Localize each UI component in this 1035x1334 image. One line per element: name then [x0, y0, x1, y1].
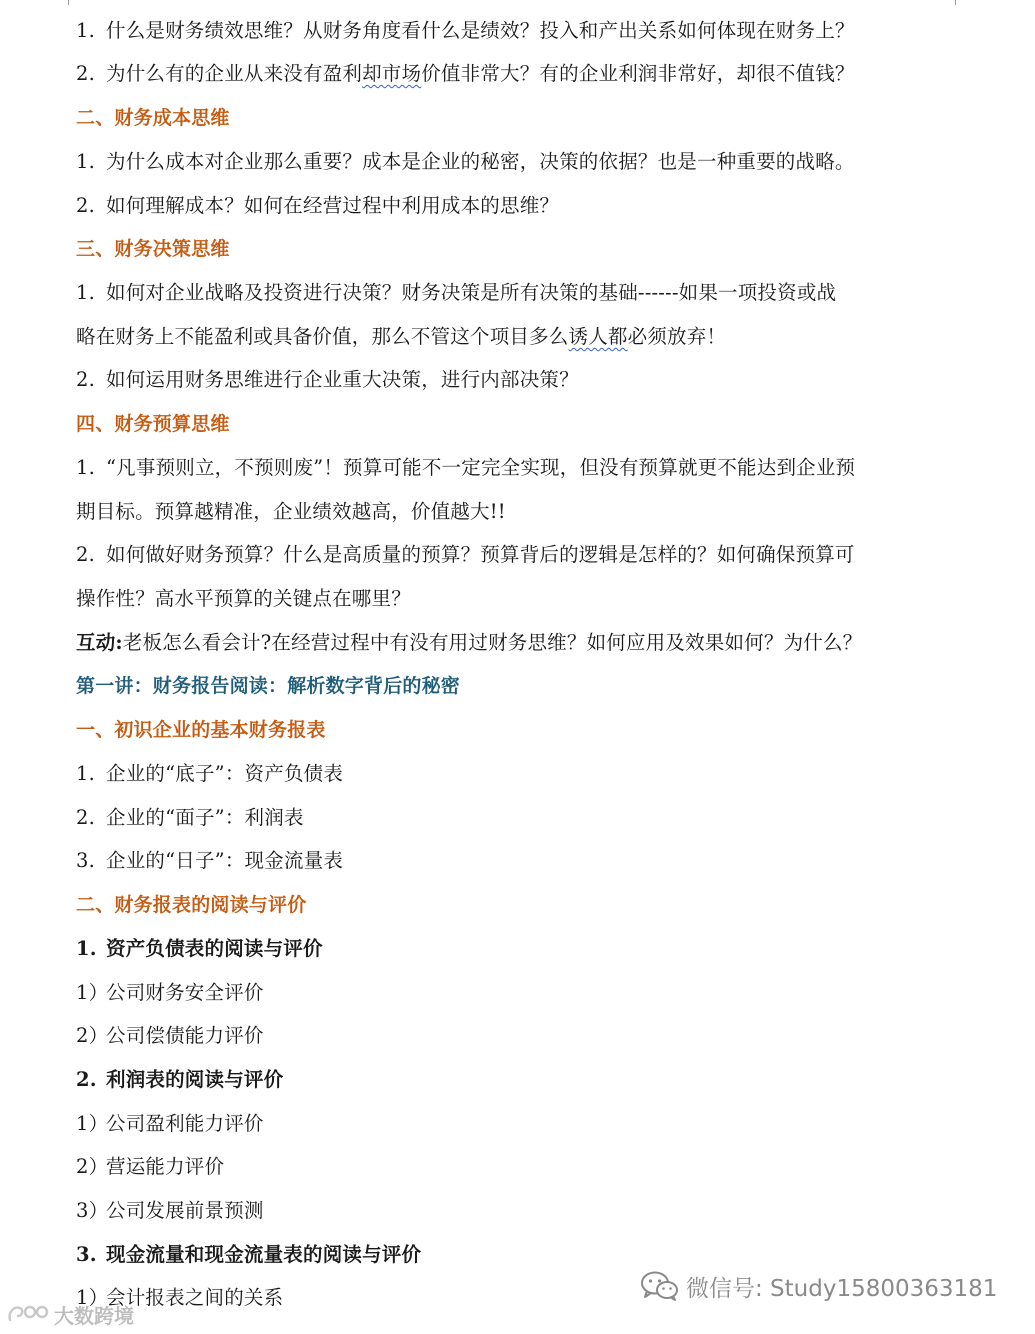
item-text: 如何理解成本？如何在经营过程中利用成本的思维？	[106, 194, 560, 217]
item-number: 3.	[76, 1243, 97, 1266]
item-number: 3）	[76, 1199, 109, 1222]
item-text: 会计报表之间的关系	[106, 1286, 284, 1309]
list-item	[76, 62, 956, 86]
item-number: 1）	[76, 1286, 109, 1309]
item-number: 1.	[76, 19, 96, 42]
item-text: “凡事预则立，不预则废”！预算可能不一定完全实现，但没有预算就更不能达到企业预	[106, 456, 856, 479]
list-item-continuation	[76, 500, 956, 524]
brand-text: 大数跨境	[54, 1303, 134, 1328]
item-number: 2.	[76, 194, 96, 217]
item-text: 企业的“底子”：资产负债表	[106, 762, 344, 785]
list-item-continuation	[76, 587, 956, 611]
item-number: 2）	[76, 1024, 109, 1047]
subsection-text: 利润表的阅读与评价	[106, 1068, 284, 1091]
item-number: 2.	[76, 543, 96, 566]
item-number: 2.	[76, 806, 96, 829]
item-number: 1）	[76, 1112, 109, 1135]
wechat-id-text: 微信号: Study15800363181	[686, 1275, 998, 1302]
item-text: 公司盈利能力评价	[106, 1112, 264, 1135]
brand-watermark	[6, 1300, 134, 1328]
item-text: 略在财务上不能盈利或具备价值，那么不管这个项目多么	[76, 325, 569, 348]
list-item	[76, 762, 956, 786]
list-item	[76, 456, 956, 480]
list-item-continuation	[76, 325, 956, 349]
item-text: 如何运用财务思维进行企业重大决策，进行内部决策？	[106, 368, 579, 391]
interaction-prompt	[76, 631, 956, 655]
item-text: 营运能力评价	[106, 1155, 225, 1178]
wechat-icon	[640, 1270, 680, 1302]
item-number: 1.	[76, 456, 96, 479]
list-item	[76, 368, 956, 392]
item-text: 企业的“面子”：利润表	[106, 806, 304, 829]
list-item	[76, 194, 956, 218]
list-item	[76, 1024, 956, 1048]
list-item	[76, 1199, 956, 1223]
item-text: 如何做好财务预算？什么是高质量的预算？预算背后的逻辑是怎样的？如何确保预算可	[106, 543, 855, 566]
list-item	[76, 19, 956, 43]
item-number: 1.	[76, 150, 96, 173]
item-text: 公司财务安全评价	[106, 981, 264, 1004]
item-number: 1）	[76, 981, 109, 1004]
subsection-text: 现金流量和现金流量表的阅读与评价	[106, 1243, 422, 1266]
list-item	[76, 281, 956, 305]
subsection-heading	[76, 1243, 956, 1267]
item-text: 价值非常大？有的企业利润非常好，却很不值钱？	[421, 62, 855, 85]
item-number: 2.	[76, 368, 96, 391]
section-heading: 四、财务预算思维	[76, 413, 230, 435]
item-text: 公司偿债能力评价	[106, 1024, 264, 1047]
spellcheck-underlined-text: 却市场	[362, 62, 422, 85]
item-text: 为什么有的企业从来没有盈利	[106, 62, 363, 85]
item-number: 2）	[76, 1155, 109, 1178]
item-text: 公司发展前景预测	[106, 1199, 264, 1222]
item-number: 1.	[76, 937, 97, 960]
item-text: 企业的“日子”：现金流量表	[106, 849, 344, 872]
section-heading: 三、财务决策思维	[76, 238, 230, 260]
brand-logo-icon	[6, 1302, 50, 1326]
interaction-label: 互动:	[76, 631, 123, 654]
interaction-text: 老板怎么看会计?在经营过程中有没有用过财务思维？如何应用及效果如何？为什么？	[122, 631, 863, 654]
item-text: 操作性？高水平预算的关键点在哪里？	[76, 587, 411, 610]
item-text: 如何对企业战略及投资进行决策？财务决策是所有决策的基础------如果一项投资或战	[106, 281, 837, 304]
section-heading: 二、财务成本思维	[76, 107, 230, 129]
list-item	[76, 1112, 956, 1136]
subsection-heading	[76, 1068, 956, 1092]
list-item	[76, 1155, 956, 1179]
subsection-heading	[76, 937, 956, 961]
section-heading: 二、财务报表的阅读与评价	[76, 894, 307, 916]
item-number: 1.	[76, 281, 96, 304]
list-item	[76, 849, 956, 873]
spellcheck-underlined-text: 诱人都	[568, 325, 628, 348]
item-text: 什么是财务绩效思维？从财务角度看什么是绩效？投入和产出关系如何体现在财务上？	[106, 19, 855, 42]
list-item	[76, 543, 956, 567]
item-text: 必须放弃！	[627, 325, 727, 348]
crop-mark-left	[46, 0, 69, 5]
list-item	[76, 150, 956, 174]
item-text: 期目标。预算越精准，企业绩效越高，价值越大!!	[76, 500, 506, 523]
item-number: 2.	[76, 62, 96, 85]
lecture-title: 第一讲：财务报告阅读：解析数字背后的秘密	[76, 675, 461, 697]
crop-mark-right	[955, 0, 978, 5]
item-number: 3.	[76, 849, 96, 872]
section-heading: 一、初识企业的基本财务报表	[76, 719, 326, 741]
list-item	[76, 806, 956, 830]
wechat-watermark	[640, 1268, 997, 1304]
list-item	[76, 981, 956, 1005]
item-number: 1.	[76, 762, 96, 785]
subsection-text: 资产负债表的阅读与评价	[106, 937, 323, 960]
item-text: 为什么成本对企业那么重要？成本是企业的秘密，决策的依据？也是一种重要的战略。	[106, 150, 855, 173]
item-number: 2.	[76, 1068, 97, 1091]
